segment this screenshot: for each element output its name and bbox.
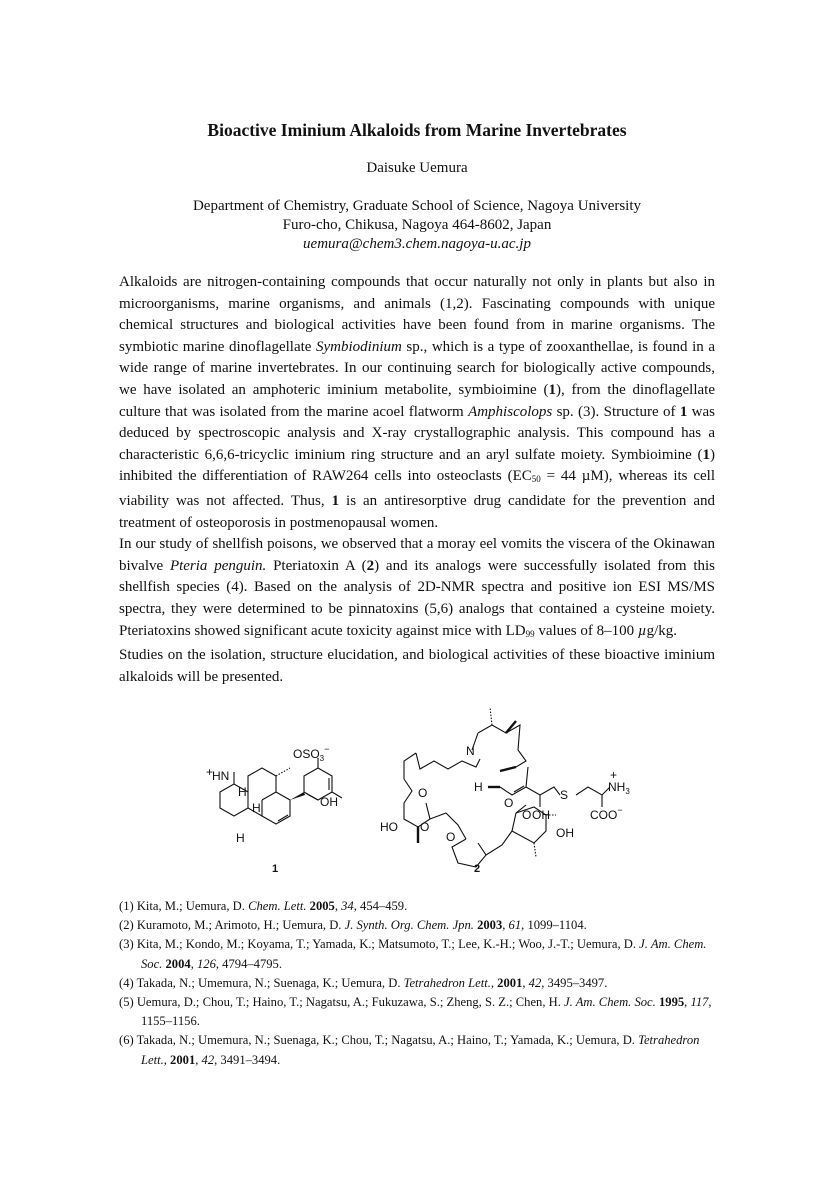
- atom-coo: COO−: [590, 805, 623, 822]
- atom-oh-1: OH: [532, 808, 550, 822]
- text-run: 1: [548, 381, 556, 398]
- compound-2-label: 2: [474, 863, 481, 875]
- text-run: , 454–459.: [353, 899, 408, 913]
- text-run: Tetrahedron Lett.,: [403, 975, 495, 990]
- text-run: was deduced by spectroscopic analysis and X-ray crystallographic analysis. This compound has a characteristic 6,6,6-tricyclic iminium ring structure and an aryl sulfate moiety. Symbioimine (: [119, 403, 715, 463]
- author-name: Daisuke Uemura: [366, 160, 468, 176]
- text-run: ,: [190, 956, 197, 971]
- atom-o-3: O: [446, 830, 456, 844]
- text-run: (3) Kita, M.; Kondo, M.; Koyama, T.; Yamada, K.; Matsumoto, T.; Lee, K.-H.; Woo, J.-T.; Uemura, D.: [119, 937, 640, 952]
- abstract-paragraph-3: [119, 645, 715, 688]
- text-run: 61: [508, 918, 522, 933]
- atom-oh-2: OH: [556, 826, 574, 840]
- text-run: , 4794–4795.: [215, 956, 282, 971]
- atom-o-1: O: [418, 786, 428, 800]
- text-run: ) inhibited the differentiation of RAW264 cells into osteoclasts (EC: [119, 446, 715, 485]
- affiliation-address: Furo-cho, Chikusa, Nagoya 464-8602, Japan: [282, 217, 552, 233]
- text-run: (4) Takada, N.; Umemura, N.; Suenaga, K.; Uemura, D.: [119, 975, 404, 990]
- text-run: In our study of shellfish poisons, we observed that a moray eel vomits the viscera of the Okinawan bivalve: [119, 536, 715, 574]
- text-run: Pteria penguin.: [169, 557, 267, 574]
- text-run: , 3495–3497.: [541, 975, 608, 990]
- text-run: (6) Takada, N.; Umemura, N.; Suenaga, K.; Chou, T.; Nagatsu, A.; Haino, T.; Yamada, K.; Uemura, D.: [119, 1033, 639, 1048]
- text-run: 42: [201, 1052, 215, 1067]
- atom-n: N: [466, 744, 475, 758]
- atom-s: S: [560, 788, 569, 802]
- text-run: J. Am. Chem. Soc.: [141, 937, 707, 971]
- text-run: ), from the dinoflagellate culture that was isolated from the marine acoel flatworm: [119, 381, 715, 420]
- atom-hn: HN: [212, 769, 230, 783]
- text-run: 50: [531, 474, 541, 485]
- atom-oh: OH: [320, 795, 338, 809]
- text-run: ,: [195, 1052, 202, 1067]
- text-run: (5) Uemura, D.; Chou, T.; Haino, T.; Nagatsu, A.; Fukuzawa, S.; Zheng, S. Z.; Chen, H.: [119, 995, 565, 1010]
- text-run: 2005: [309, 899, 335, 913]
- text-run: Tetrahedron Lett.,: [141, 1033, 700, 1067]
- reference-5: [119, 993, 719, 1031]
- text-run: 1995: [658, 995, 685, 1010]
- chemical-structures-figure: [200, 700, 660, 880]
- reference-2: [119, 916, 719, 935]
- atom-nh3: $NH_3$: [608, 780, 630, 796]
- author-email: uemura@chem3.chem.nagoya-u.ac.jp: [303, 236, 531, 252]
- reference-1: [119, 897, 719, 916]
- text-run: 1: [331, 492, 340, 509]
- text-run: 2: [366, 557, 375, 574]
- text-run: 2003: [477, 918, 503, 933]
- text-run: Chem. Lett.: [248, 899, 307, 913]
- text-run: 2001: [497, 975, 523, 990]
- text-run: J. Am. Chem. Soc.: [564, 995, 656, 1010]
- affiliation-department: Department of Chemistry, Graduate School of Science, Nagoya University: [192, 198, 642, 214]
- text-run: 34: [341, 899, 354, 913]
- text-run: ,: [684, 995, 691, 1010]
- reference-4: [119, 974, 719, 993]
- text-run: , 1099–1104.: [521, 918, 587, 933]
- text-run: = 44 µM), whereas its cell viability was not affected. Thus,: [119, 468, 715, 509]
- atom-ho: HO: [380, 820, 398, 834]
- text-run: (1) Kita, M.; Uemura, D.: [119, 899, 249, 913]
- text-run: sp. (3). Structure of: [552, 403, 680, 420]
- text-run: g/kg.: [646, 622, 677, 639]
- atom-o-5: O: [522, 808, 532, 822]
- text-run: 99: [525, 628, 535, 639]
- text-run: µ: [637, 622, 647, 639]
- text-run: values of 8–100: [534, 622, 638, 639]
- atom-h-1: H: [238, 785, 247, 799]
- atom-o-2: O: [420, 820, 430, 834]
- atom-oso3: $OSO_3^-$: [293, 744, 330, 763]
- text-run: Studies on the isolation, structure elucidation, and biological activities of these bioactive iminium alkaloids will be presented.: [119, 647, 715, 685]
- text-run: 126: [196, 956, 216, 971]
- text-run: 117: [690, 995, 709, 1010]
- abstract-paragraph-1: [119, 272, 715, 534]
- atom-h: H: [474, 780, 483, 794]
- atom-h-2: H: [252, 801, 261, 815]
- atom-o-4: O: [504, 796, 514, 810]
- text-run: Pteriatoxin A (: [266, 557, 367, 574]
- text-run: is an antiresorptive drug candidate for the prevention and treatment of osteoporosis in postmenopausal women.: [119, 492, 715, 531]
- paper-title: Bioactive Iminium Alkaloids from Marine Invertebrates: [207, 120, 627, 140]
- text-run: ) and its analogs were successfully isolated from this shellfish species (4). Based on the analysis of 2D-NMR spectra and positive ion ESI MS/MS spectra, they were determined to be pinnatoxins (5,6) analogs that contained a cysteine moiety. Pteriatoxins showed significant acute toxicity against mice with LD: [119, 557, 715, 639]
- atom-h-3: H: [236, 831, 245, 845]
- compound-1-label: 1: [272, 863, 279, 875]
- text-run: sp., which is a type of zooxanthellae, is found in a wide range of marine invertebrates. In our continuing search for biologically active compounds, we have isolated an amphoteric iminium metabolite, symbioimine (: [119, 338, 715, 398]
- text-run: ,: [502, 918, 509, 933]
- text-run: Symbiodinium: [316, 338, 402, 355]
- text-run: ,: [522, 975, 529, 990]
- text-run: J. Synth. Org. Chem. Jpn.: [344, 918, 474, 933]
- structure-compound-1-labels: [200, 700, 380, 880]
- text-run: (2) Kuramoto, M.; Arimoto, H.; Uemura, D.: [119, 918, 345, 933]
- abstract-paragraph-2: [119, 534, 715, 645]
- affiliation: [0, 197, 834, 254]
- text-run: 2004: [165, 956, 191, 971]
- text-run: Alkaloids are nitrogen-containing compounds that occur naturally not only in plants but also in microorganisms, marine organisms, and animals (1,2). Fascinating compounds with unique chemical structures and biological activities have been found from in marine organisms. The symbiotic marine dinoflagellate: [119, 274, 715, 355]
- structure-compound-2-labels: [370, 695, 660, 880]
- text-run: 42: [528, 975, 542, 990]
- text-run: , 1155–1156.: [141, 995, 712, 1029]
- text-run: , 3491–3494.: [214, 1052, 281, 1067]
- text-run: 1: [679, 403, 688, 420]
- text-run: 1: [702, 446, 710, 463]
- atom-nh3-charge: +: [610, 768, 618, 782]
- text-run: ,: [334, 899, 342, 913]
- reference-3: [119, 935, 719, 973]
- atom-plus-charge: +: [206, 765, 214, 779]
- text-run: 2001: [170, 1052, 196, 1067]
- reference-6: [119, 1031, 719, 1069]
- text-run: Amphiscolops: [468, 403, 553, 420]
- references-list: [119, 897, 719, 1070]
- abstract: [119, 272, 715, 688]
